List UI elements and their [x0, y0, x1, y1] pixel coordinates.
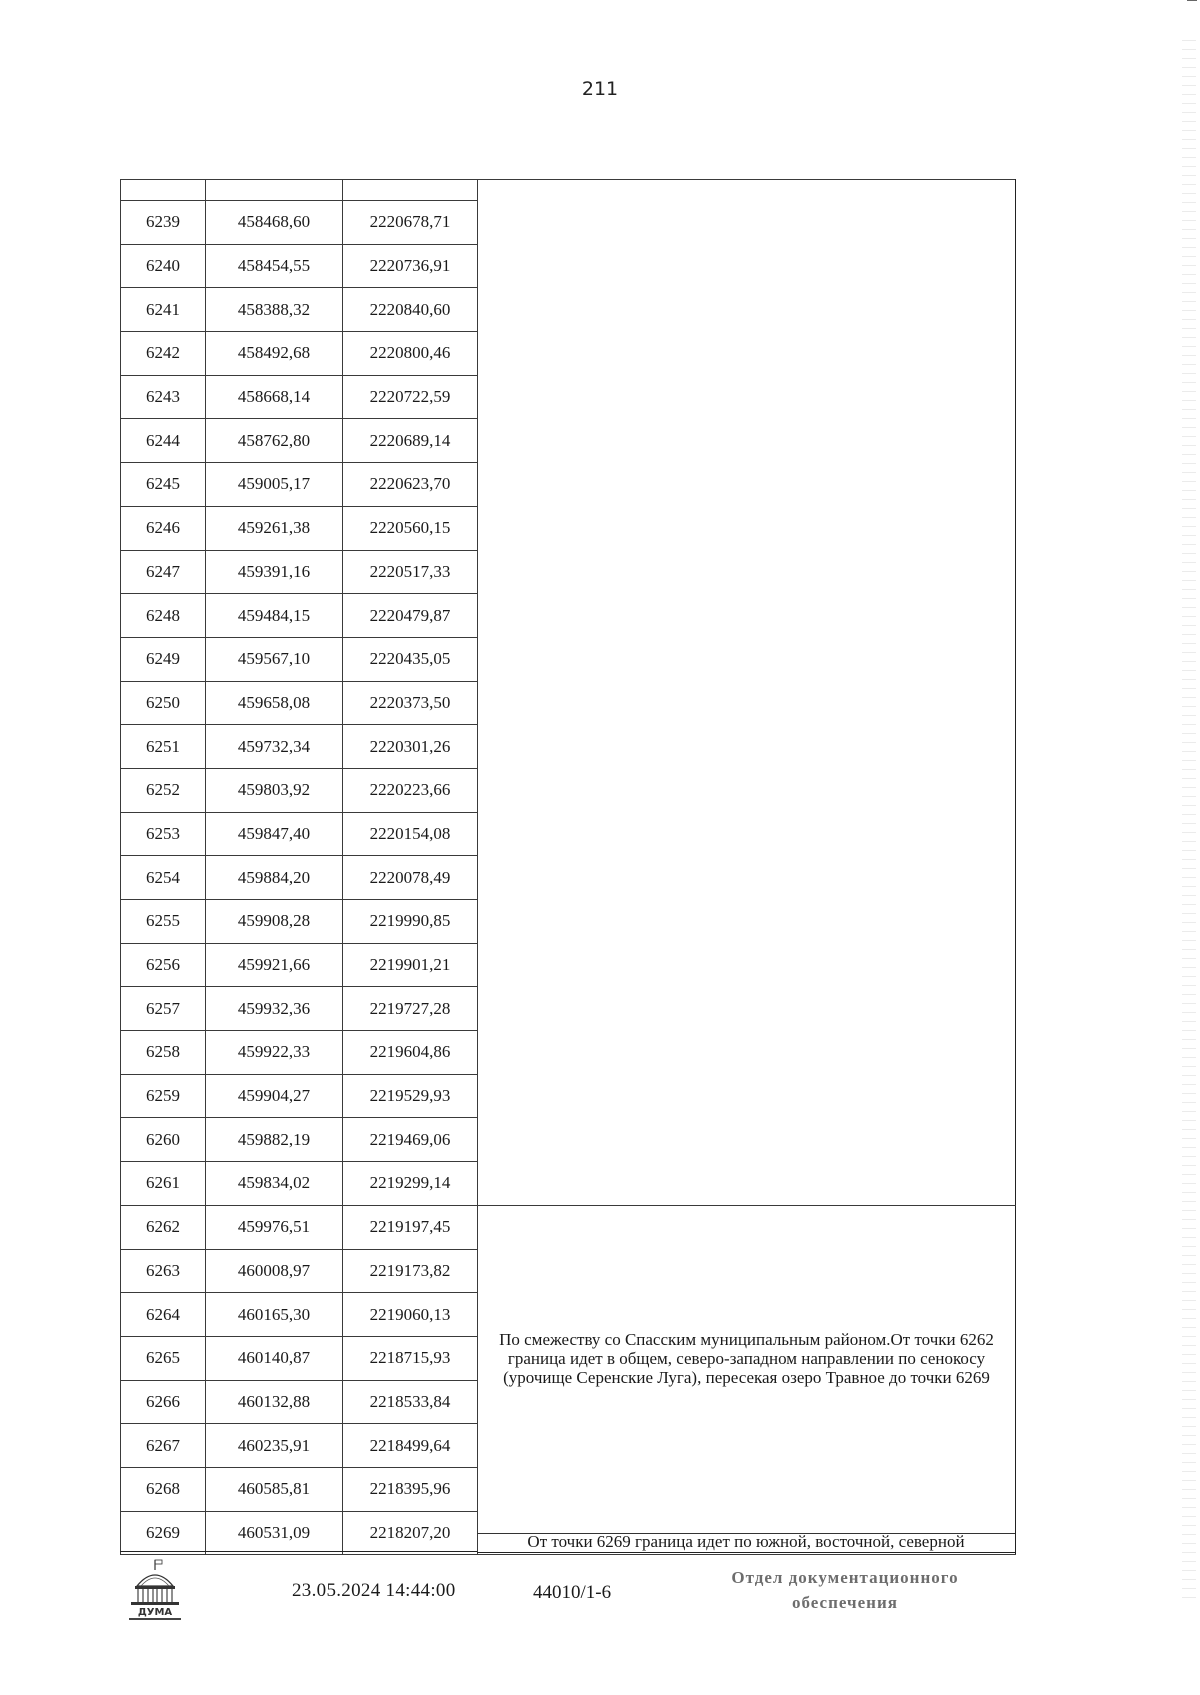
x-coordinate-cell: 459834,02	[206, 1162, 343, 1206]
y-coordinate-cell: 2218715,93	[343, 1336, 478, 1380]
point-cell: 6261	[121, 1162, 206, 1206]
y-coordinate-cell: 2219529,93	[343, 1074, 478, 1118]
x-coordinate-cell: 459803,92	[206, 768, 343, 812]
x-coordinate-cell: 460235,91	[206, 1424, 343, 1468]
y-coordinate-cell: 2220722,59	[343, 375, 478, 419]
point-cell: 6263	[121, 1249, 206, 1293]
point-cell: 6269	[121, 1511, 206, 1555]
y-coordinate-cell: 2220736,91	[343, 244, 478, 288]
header-cell-y	[343, 180, 478, 201]
y-coordinate-cell: 2218207,20	[343, 1511, 478, 1555]
table-header-row	[121, 180, 1016, 201]
y-coordinate-cell: 2220479,87	[343, 594, 478, 638]
footer-document-code: 44010/1-6	[533, 1582, 612, 1603]
logo-text: ДУМА	[137, 1607, 173, 1618]
point-cell: 6244	[121, 419, 206, 463]
point-cell: 6241	[121, 288, 206, 332]
point-cell: 6243	[121, 375, 206, 419]
point-cell: 6257	[121, 987, 206, 1031]
scan-edge-noise	[1182, 40, 1196, 1600]
x-coordinate-cell: 460531,09	[206, 1511, 343, 1555]
point-cell: 6256	[121, 943, 206, 987]
header-cell-point	[121, 180, 206, 201]
x-coordinate-cell: 460140,87	[206, 1336, 343, 1380]
coordinates-table-body	[121, 180, 1016, 1555]
y-coordinate-cell: 2220435,05	[343, 637, 478, 681]
point-cell: 6264	[121, 1293, 206, 1337]
x-coordinate-cell: 459847,40	[206, 812, 343, 856]
x-coordinate-cell: 458668,14	[206, 375, 343, 419]
y-coordinate-cell: 2218499,64	[343, 1424, 478, 1468]
x-coordinate-cell: 459976,51	[206, 1205, 343, 1249]
footer-date: 23.05.2024 14:44:00	[292, 1580, 456, 1601]
point-cell: 6248	[121, 594, 206, 638]
y-coordinate-cell: 2219990,85	[343, 900, 478, 944]
point-cell: 6247	[121, 550, 206, 594]
point-cell: 6262	[121, 1205, 206, 1249]
point-cell: 6252	[121, 768, 206, 812]
point-cell: 6253	[121, 812, 206, 856]
point-cell: 6245	[121, 463, 206, 507]
x-coordinate-cell: 459921,66	[206, 943, 343, 987]
x-coordinate-cell: 460585,81	[206, 1467, 343, 1511]
department-stamp	[700, 1565, 990, 1615]
x-coordinate-cell: 459005,17	[206, 463, 343, 507]
x-coordinate-cell: 458492,68	[206, 332, 343, 376]
x-coordinate-cell: 459732,34	[206, 725, 343, 769]
table-bottom-rule	[120, 1551, 477, 1552]
x-coordinate-cell: 458468,60	[206, 201, 343, 245]
y-coordinate-cell: 2219197,45	[343, 1205, 478, 1249]
point-cell: 6267	[121, 1424, 206, 1468]
y-coordinate-cell: 2219173,82	[343, 1249, 478, 1293]
x-coordinate-cell: 459391,16	[206, 550, 343, 594]
description-6269: От точки 6269 граница идет по южной, восточной, северной	[527, 1532, 965, 1551]
y-coordinate-cell: 2220623,70	[343, 463, 478, 507]
y-coordinate-cell: 2220373,50	[343, 681, 478, 725]
x-coordinate-cell: 460165,30	[206, 1293, 343, 1337]
point-cell: 6246	[121, 506, 206, 550]
y-coordinate-cell: 2220678,71	[343, 201, 478, 245]
point-cell: 6250	[121, 681, 206, 725]
y-coordinate-cell: 2219901,21	[343, 943, 478, 987]
page-number: 211	[581, 78, 619, 100]
scan-edge-mark	[1187, 0, 1197, 5]
y-coordinate-cell: 2219604,86	[343, 1031, 478, 1075]
y-coordinate-cell: 2218533,84	[343, 1380, 478, 1424]
description-6262: По смежеству со Спасским муниципальным районом.От точки 6262 граница идет в общем, северо-западном направлении по сенокосу (урочище Серенские Луга), пересекая озеро Травное до точки 6269	[478, 1205, 1016, 1555]
y-coordinate-cell: 2220154,08	[343, 812, 478, 856]
point-cell: 6266	[121, 1380, 206, 1424]
table-row	[121, 1205, 1016, 1249]
y-coordinate-cell: 2220078,49	[343, 856, 478, 900]
y-coordinate-cell: 2220689,14	[343, 419, 478, 463]
x-coordinate-cell: 459932,36	[206, 987, 343, 1031]
x-coordinate-cell: 458762,80	[206, 419, 343, 463]
point-cell: 6240	[121, 244, 206, 288]
y-coordinate-cell: 2220840,60	[343, 288, 478, 332]
x-coordinate-cell: 459658,08	[206, 681, 343, 725]
x-coordinate-cell: 459908,28	[206, 900, 343, 944]
point-cell: 6249	[121, 637, 206, 681]
point-cell: 6239	[121, 201, 206, 245]
coordinates-table	[120, 179, 1016, 1555]
y-coordinate-cell: 2219469,06	[343, 1118, 478, 1162]
y-coordinate-cell: 2219299,14	[343, 1162, 478, 1206]
y-coordinate-cell: 2220223,66	[343, 768, 478, 812]
duma-logo-icon	[127, 1558, 183, 1622]
x-coordinate-cell: 459882,19	[206, 1118, 343, 1162]
point-cell: 6258	[121, 1031, 206, 1075]
x-coordinate-cell: 459261,38	[206, 506, 343, 550]
point-cell: 6259	[121, 1074, 206, 1118]
x-coordinate-cell: 459904,27	[206, 1074, 343, 1118]
point-cell: 6260	[121, 1118, 206, 1162]
point-cell: 6255	[121, 900, 206, 944]
x-coordinate-cell: 458388,32	[206, 288, 343, 332]
y-coordinate-cell: 2220800,46	[343, 332, 478, 376]
point-cell: 6265	[121, 1336, 206, 1380]
y-coordinate-cell: 2220517,33	[343, 550, 478, 594]
x-coordinate-cell: 460132,88	[206, 1380, 343, 1424]
point-cell: 6254	[121, 856, 206, 900]
x-coordinate-cell: 460008,97	[206, 1249, 343, 1293]
x-coordinate-cell: 459484,15	[206, 594, 343, 638]
department-stamp-line1: Отдел документационного	[731, 1568, 959, 1587]
y-coordinate-cell: 2218395,96	[343, 1467, 478, 1511]
y-coordinate-cell: 2220560,15	[343, 506, 478, 550]
y-coordinate-cell: 2219060,13	[343, 1293, 478, 1337]
x-coordinate-cell: 458454,55	[206, 244, 343, 288]
point-cell: 6242	[121, 332, 206, 376]
department-stamp-line2: обеспечения	[792, 1593, 898, 1612]
header-cell-x	[206, 180, 343, 201]
point-cell: 6251	[121, 725, 206, 769]
x-coordinate-cell: 459922,33	[206, 1031, 343, 1075]
y-coordinate-cell: 2220301,26	[343, 725, 478, 769]
y-coordinate-cell: 2219727,28	[343, 987, 478, 1031]
x-coordinate-cell: 459567,10	[206, 637, 343, 681]
x-coordinate-cell: 459884,20	[206, 856, 343, 900]
point-cell: 6268	[121, 1467, 206, 1511]
description-cell-blank	[478, 180, 1016, 1206]
